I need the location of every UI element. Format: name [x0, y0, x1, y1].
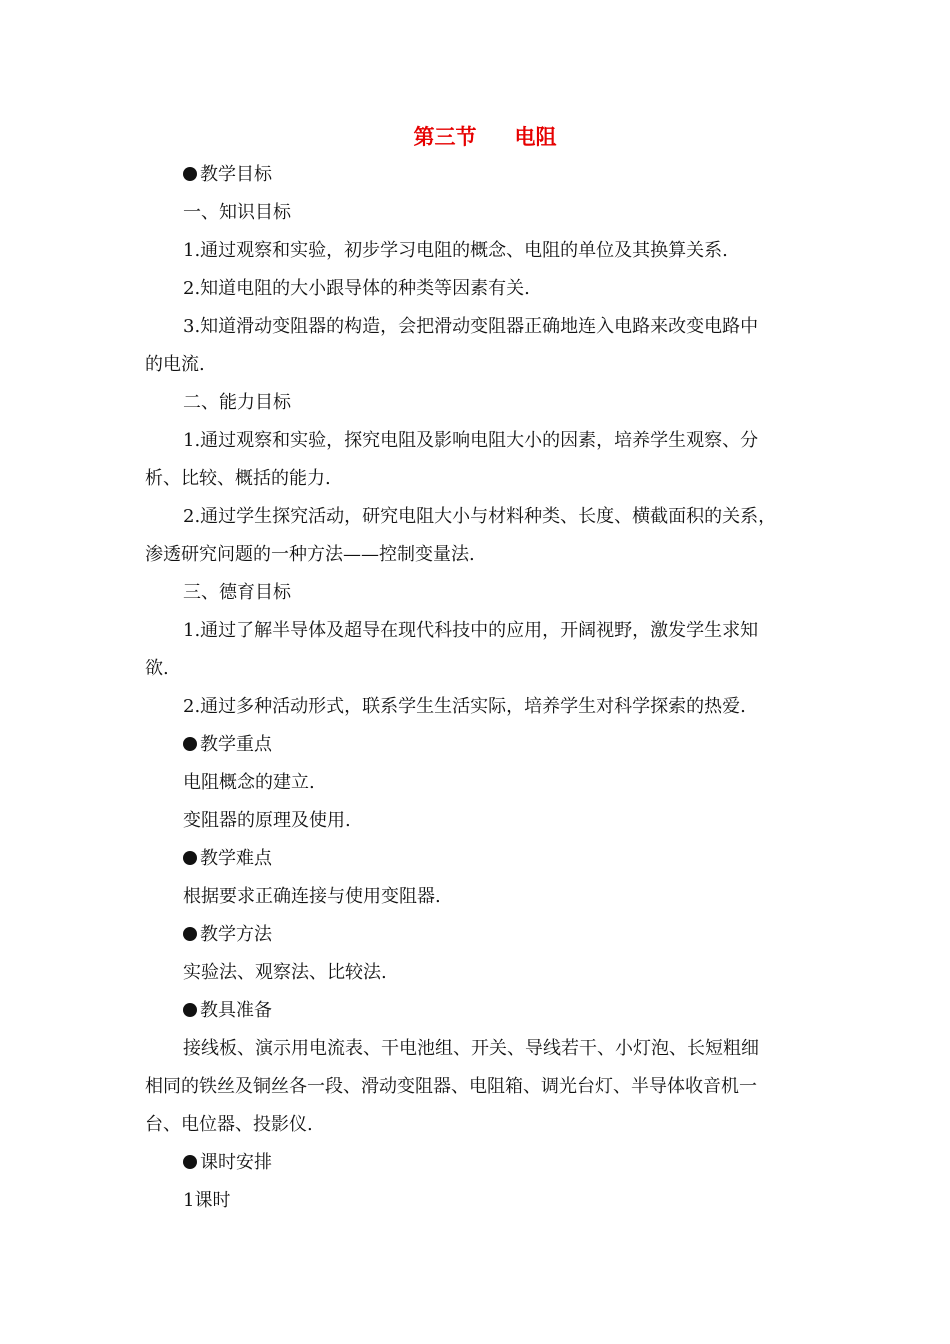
teaching-tools-line-1: 接线板、演示用电流表、干电池组、开关、导线若干、小灯泡、长短粗细: [183, 1038, 759, 1059]
schedule-heading: 课时安排: [145, 1144, 825, 1182]
moral-heading: 三、德育目标: [183, 582, 291, 603]
document-page: [145, 118, 825, 1220]
bullet-icon: [183, 1003, 197, 1017]
key-point-1: 电阻概念的建立.: [183, 772, 315, 793]
knowledge-item-1: 1.通过观察和实验，初步学习电阻的概念、电阻的单位及其换算关系.: [183, 240, 728, 261]
knowledge-item-3-line-2: 的电流.: [145, 354, 205, 375]
difficult-points-heading: 教学难点: [145, 840, 825, 878]
bullet-icon: [183, 851, 197, 865]
bullet-icon: [183, 927, 197, 941]
objectives-heading: 教学目标: [145, 156, 825, 194]
ability-heading: 二、能力目标: [183, 392, 291, 413]
bullet-icon: [183, 167, 197, 181]
knowledge-item-2: 2.知道电阻的大小跟导体的种类等因素有关.: [183, 278, 530, 299]
key-points-heading: 教学重点: [145, 726, 825, 764]
ability-item-2-line-2: 渗透研究问题的一种方法——控制变量法.: [145, 544, 475, 565]
teaching-tools-line-3: 台、电位器、投影仪.: [145, 1114, 313, 1135]
title-topic: 电阻: [514, 124, 557, 149]
teaching-method-1: 实验法、观察法、比较法.: [183, 962, 387, 983]
bullet-icon: [183, 1155, 197, 1169]
page-title: [145, 118, 825, 156]
moral-item-1-line-2: 欲.: [145, 658, 169, 679]
teaching-method-heading: 教学方法: [145, 916, 825, 954]
knowledge-item-3-line-1: 3.知道滑动变阻器的构造，会把滑动变阻器正确地连入电路来改变电路中: [183, 316, 759, 337]
teaching-tools-line-2: 相同的铁丝及铜丝各一段、滑动变阻器、电阻箱、调光台灯、半导体收音机一: [145, 1076, 757, 1097]
key-point-2: 变阻器的原理及使用.: [183, 810, 351, 831]
ability-item-2-line-1: 2.通过学生探究活动，研究电阻大小与材料种类、长度、横截面积的关系，: [183, 506, 777, 527]
knowledge-heading: 一、知识目标: [183, 202, 291, 223]
difficult-point-1: 根据要求正确连接与使用变阻器.: [183, 886, 441, 907]
bullet-icon: [183, 737, 197, 751]
title-section-number: 第三节: [413, 124, 477, 149]
moral-item-2: 2.通过多种活动形式，联系学生生活实际，培养学生对科学探索的热爱.: [183, 696, 746, 717]
ability-item-1-line-2: 析、比较、概括的能力.: [145, 468, 331, 489]
teaching-tools-heading: 教具准备: [145, 992, 825, 1030]
moral-item-1-line-1: 1.通过了解半导体及超导在现代科技中的应用，开阔视野，激发学生求知: [183, 620, 759, 641]
schedule-1: 1课时: [183, 1190, 231, 1211]
ability-item-1-line-1: 1.通过观察和实验，探究电阻及影响电阻大小的因素，培养学生观察、分: [183, 430, 759, 451]
